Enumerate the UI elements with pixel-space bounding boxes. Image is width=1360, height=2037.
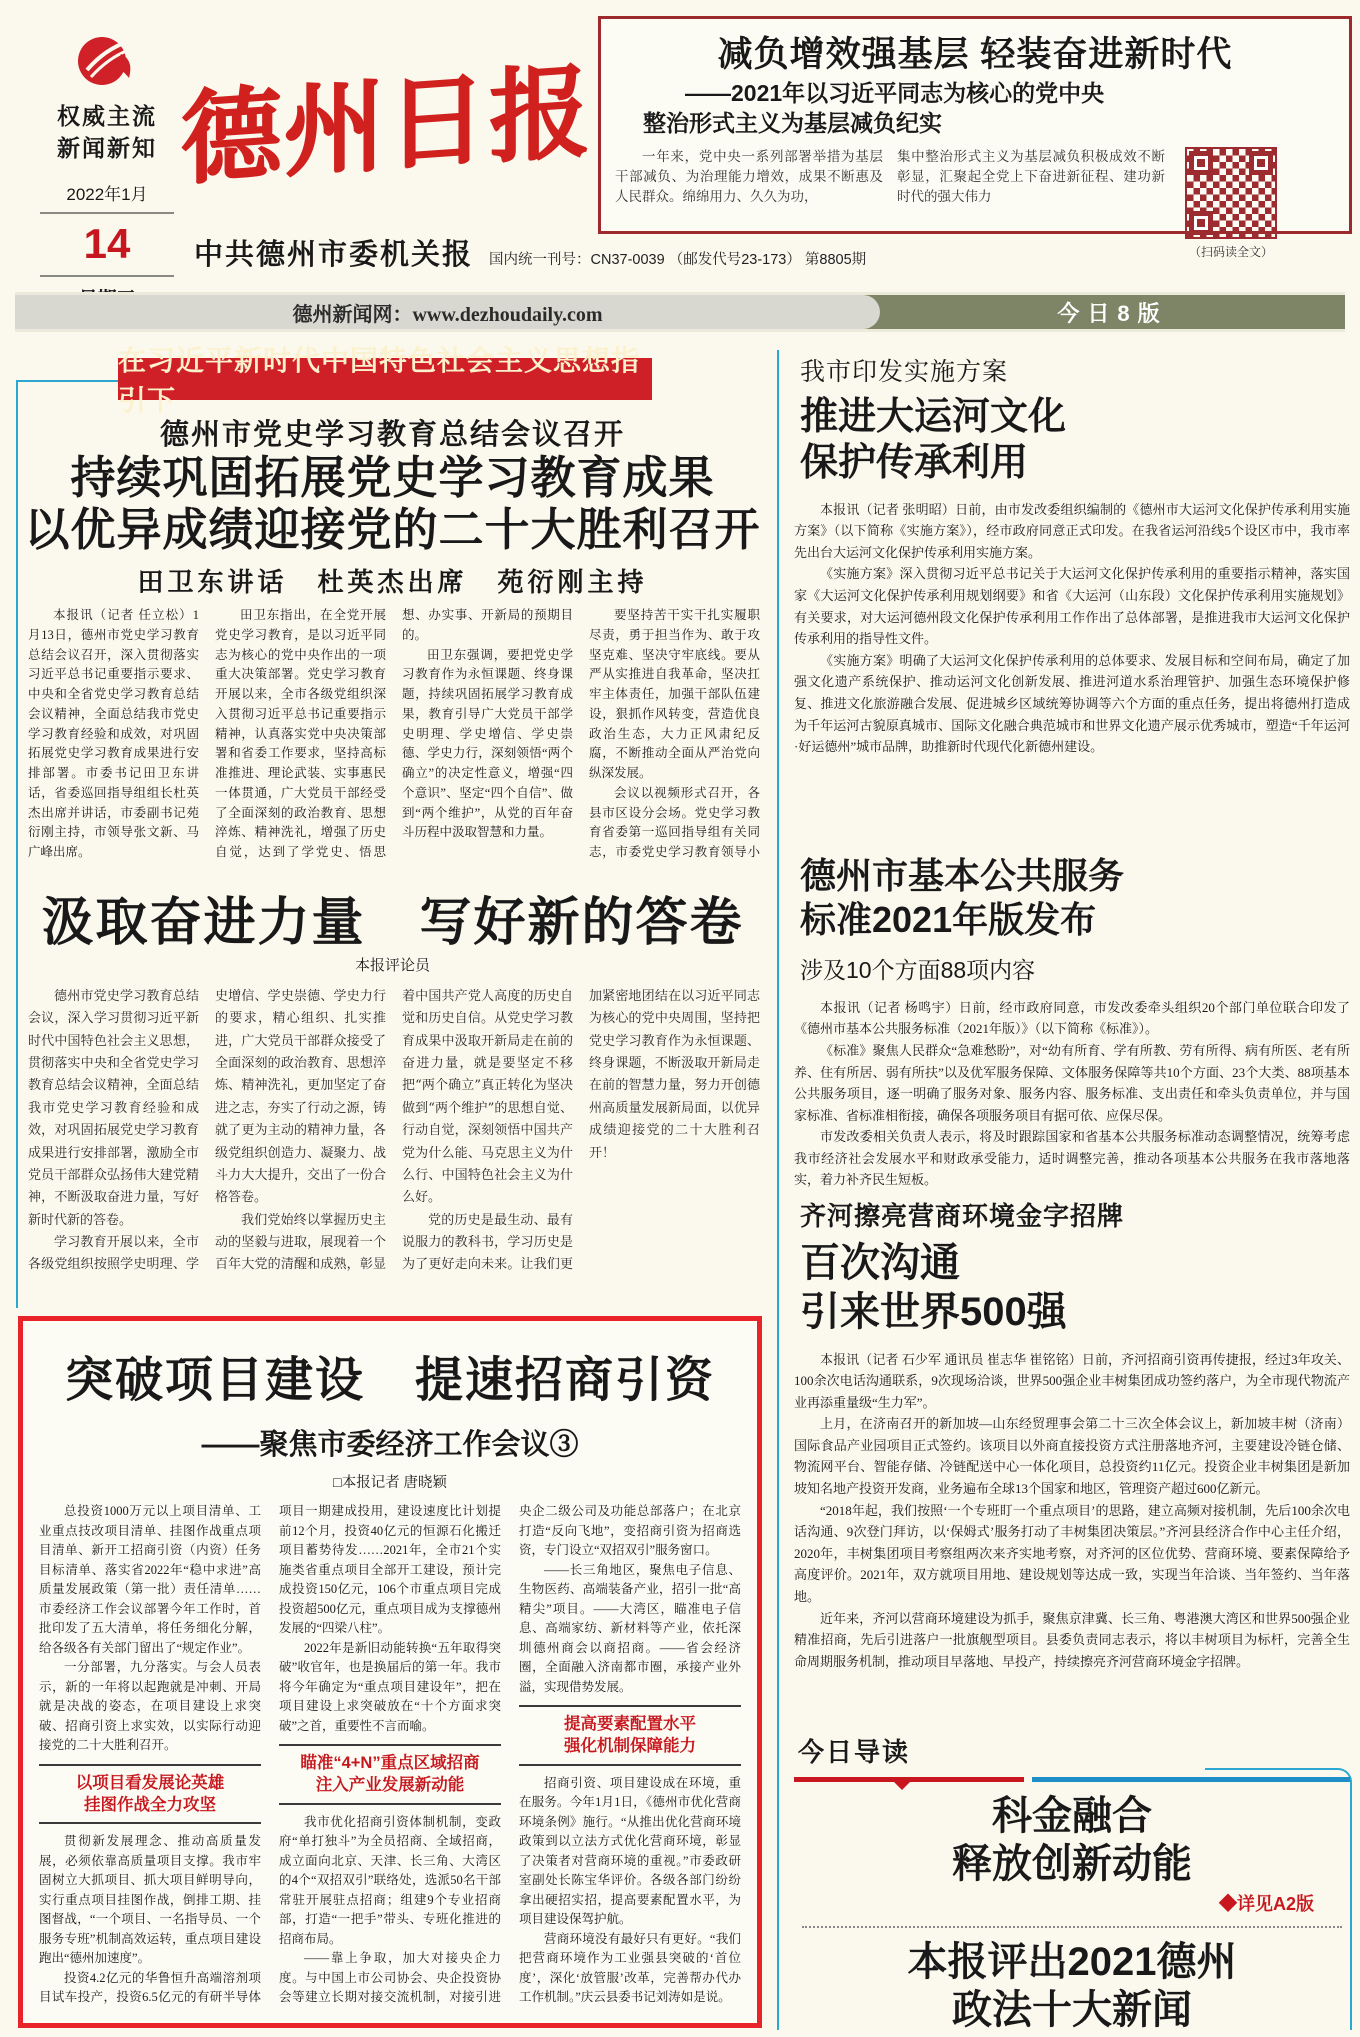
guide-divider [802, 1926, 1342, 1928]
economy-intro: 总投资1000万元以上项目清单、工业重点技改项目清单、挂图作战重点项目清单、新开工招商引资（内资）任务目标清单、落实省2022年“稳中求进”高质量发展政策（第一批）责任清单……市委经济工作会议部署今年工作时，首批印发了五大清单，将任务细化分解，给各级各有关部门留出了“规定作业”。 一分部署，九分落实。与会人员表示，新的一年将以起跑就是冲刺、开局就是决战的姿态，在项目建设上求突破、招商引资上求实效，以实际行动迎接党的二十大胜利召开。 [39, 1504, 261, 1752]
economy-headline: 突破项目建设 提速招商引资 [64, 1354, 715, 1407]
economy-section2-body: 我市优化招商引资体制机制，变政府“单打独斗”为全员招商、全域招商，成立面向北京、天津、长三角、大湾区的4个“双招双引”联络处，选派50名干部常驻开展驻点招商；组建9个专业招商部，打造“一把手”带头、专班化推进的招商布局。 ——靠上争取，加大对接央企力度。与中国上市公司协会、央企投资协会等建立长期对接交流机制，对接引进央企二级公司及功能总部落户；在北京打造“反向飞地”，变招商引资为招商选资，专门设立“双招双引”服务窗口。 ——长三角地区，聚焦电子信息、生物医药、高端装备产业，招引一批“高精尖”项目。——大湾区，瞄准电子信息、高端家纺、新材料等产业，依托深圳德州商会以商招商。——省会经济圈，全面融入济南都市圈，承接产业外溢，实现借势发展。 [279, 1504, 741, 2005]
commentary-byline: 本报评论员 [354, 958, 430, 974]
canal-kicker: 我市印发实施方案 [800, 358, 1009, 386]
guide-bar-blue-segment [1032, 1777, 1350, 1782]
top-feature-box [598, 16, 1352, 259]
divider [40, 212, 174, 214]
top-box-subhead-line2: 整治形式主义为基层减负纪实 [643, 109, 942, 136]
website-link[interactable]: 德州新闻网：www.dezhoudaily.com [15, 295, 880, 329]
economy-section3-body: 招商引资、项目建设成在环境，重在服务。今年1月1日，《德州市优化营商环境条例》施行。“从推出优化营商环境政策到以立法方式优化营商环境，彰显了决策者对营商环境的重视。”市委政研室副处长陈宝华评价。各级各部门纷纷拿出硬招实招，提高要素配置水平，为项目建设保驾护航。 营商环境没有最好只有更好。“我们把营商环境作为工业强县突破的‘首位度’，深化‘放管服’改革，完善帮办代办工作机制。”庆云县委书记刘涛如是说。 [519, 1775, 741, 2005]
economy-feature-box [18, 1316, 762, 2028]
organ-name: 中共德州市委机关报 [194, 239, 474, 271]
lead-byline: 田卫东讲话 杜英杰出席 苑衍刚主持 [137, 567, 648, 597]
services-body: 本报讯（记者 杨鸣宇）日前，经市政府同意，市发改委牵头组织20个部门单位联合印发了《德州市基本公共服务标准（2021年版）》（以下简称《标准》）。 《标准》聚焦人民群众“急难愁盼”，对“幼有所育、学有所教、劳有所得、病有所医、老有所养、住有所居、弱有所扶”以及优军服务保障、文体服务保障等共10个方面、23个大类、88项基本公共服务项目，逐一明确了服务对象、服务内容、服务标准、支出责任和牵头负责单位，并与国家标准、省标准相衔接，确保各项服务项目有据可依、应保尽保。 市发改委相关负责人表示，将及时跟踪国家和省基本公共服务标准动态调整情况，统筹考虑我市经济社会发展水平和财政承受能力，适时调整完善，推动各项基本公共服务在我市落地落实，着力补齐民生短板。 [794, 999, 1350, 1188]
economy-section1-title: 以项目看发展论英雄 挂图作战全力攻坚 [39, 1764, 261, 1825]
column-divider-line [777, 350, 779, 2030]
canal-body: 本报讯（记者 张明昭）日前，由市发改委组织编制的《德州市大运河文化保护传承利用实施方案》（以下简称《实施方案》），经市政府同意正式印发。在我省运河沿线5个设区市中，我市率先出台大运河文化保护传承利用实施方案。 《实施方案》深入贯彻习近平总书记关于大运河文化保护传承利用的重要指示精神，落实国家《大运河文化保护传承利用规划纲要》和省《大运河（山东段）文化保护传承利用实施规划》有关要求，对大运河德州段文化保护传承利用工作作出了总体部署，是推进我市大运河文化保护传承利用的指导性文件。 《实施方案》明确了大运河文化保护传承利用的总体要求、发展目标和空间布局，确定了加强文化遗产系统保护、推动运河文化创新发展、推进河道水系治理管护、加强生态环境保护修复、推进文化旅游融合发展、促进城乡区域统筹协调等六个方面的重点任务，提出将德州打造成为千年运河古貌原真城市、国际文化融合典范城市和世界文化遗产展示优秀城市，塑造“千年运河·好运德州”城市品牌，助推新时代现代化新德州建设。 [794, 501, 1350, 755]
qihe-kicker: 齐河擦亮营商环境金字招牌 [800, 1201, 1125, 1231]
top-box-subhead [615, 79, 1335, 139]
services-article [794, 848, 1350, 1207]
navbar [15, 292, 1345, 332]
services-subhead: 涉及10个方面88项内容 [800, 956, 1036, 983]
guide-underline-bar [794, 1777, 1350, 1782]
commentary-body: 德州市党史学习教育总结会议，深入学习贯彻习近平新时代中国特色社会主义思想，贯彻落实中央和全省党史学习教育总结会议精神，全面总结我市党史学习教育经验和成效，对巩固拓展党史学习教育成果进行安排部署，激励全市党员干部群众弘扬伟大建党精神，不断汲取奋进力量，写好新时代新的答卷。 学习教育开展以来，全市各级党组织按照学史明理、学史增信、学史崇德、学史力行的要求，精心组织、扎实推进，广大党员干部群众接受了全面深刻的政治教育、思想淬炼、精神洗礼，更加坚定了奋进之志，夯实了行动之源，铸就了更为主动的精神力量，各级党组织创造力、凝聚力、战斗力大大提升，交出了一份合格答卷。 我们党始终以掌握历史主动的坚毅与进取，展现着一个百年大党的清醒和成熟，彰显着中国共产党人高度的历史自觉和历史自信。从党史学习教育成果中汲取开新局走在前的奋进力量，就是要坚定不移把“两个确立”真正转化为坚决做到“两个维护”的思想自觉、行动自觉，深刻领悟中国共产党为什么能、马克思主义为什么行、中国特色社会主义为什么好。 党的历史是最生动、最有说服力的教科书，学习历史是为了更好走向未来。让我们更加紧密地团结在以习近平同志为核心的党中央周围，坚持把党史学习教育作为永恒课题、终身课题，不断汲取开新局走在前的智慧力量，努力开创德州高质量发展新局面，以优异成绩迎接党的二十大胜利召开！ [28, 989, 760, 1273]
economy-section1-body: 贯彻新发展理念、推动高质量发展，必须依靠高质量项目支撑。我市牢固树立大抓项目、抓大项目鲜明导向，实行重点项目挂图作战，倒排工期、挂图督战，“一个项目、一名指导员、一个服务专班”机制高效运转，重点项目建设跑出“德州加速度”。 投资4.2亿元的华鲁恒升高端溶剂项目试车投产，投资6.5亿元的有研半导体项目一期建成投用，建设速度比计划提前12个月，投资40亿元的恒源石化搬迁项目蓄势待发……2021年，全市21个实施类省重点项目全部开工建设，预计完成投资150亿元，106个市重点项目完成投资超500亿元，重点项目成为支撑德州发展的“四梁八柱”。 2022年是新旧动能转换“五年取得突破”收官年，也是换届后的第一年。我市将今年确定为“重点项目建设年”，把在项目建设上求突破放在“十个方面求突破”之首，重要性不言而喻。 [39, 1504, 501, 2005]
top-box-column2: 集中整治形式主义为基层减负积极成效不断彰显，汇聚起全党上下奋进新征程、建功新时代的强大伟力 [897, 148, 1165, 205]
economy-subhead: ——聚焦市委经济工作会议③ [201, 1429, 579, 1461]
masthead-slogan-line1: 权威主流 [57, 103, 157, 129]
masthead-slogan-line2: 新闻新知 [57, 135, 157, 162]
economy-byline: □本报记者 唐晓颖 [333, 1475, 447, 1491]
lead-headline-line2: 以优异成绩迎接党的二十大胜利召开 [24, 504, 761, 556]
canal-article [794, 352, 1350, 835]
lead-eyebrow: 德州市党史学习教育总结会议召开 [159, 419, 625, 451]
pages-today-label: 今日8版 [1057, 300, 1168, 326]
guide-item-1-ref: ◆详见A2版 [1218, 1894, 1314, 1914]
guide-item-2: 本报评出2021德州 政法十大新闻 [907, 1940, 1237, 2032]
commentary-headline: 汲取奋进力量 写好新的答卷 [41, 894, 744, 952]
top-box-headline: 减负增效强基层 轻装奋进新时代 [717, 35, 1233, 74]
economy-section2-title: 瞄准“4+N”重点区域招商 注入产业发展新动能 [279, 1744, 501, 1805]
top-box-subhead-line1: ——2021年以习近平同志为核心的党中央 [685, 80, 1105, 106]
services-headline: 德州市基本公共服务 标准2021年版发布 [800, 855, 1125, 940]
guide-item-1: 科金融合 释放创新动能 [952, 1794, 1192, 1886]
lead-headline [15, 452, 770, 556]
todays-guide [794, 1732, 1350, 2032]
masthead-date-block [26, 28, 188, 333]
qihe-headline: 百次沟通 引来世界500强 [800, 1241, 1067, 1334]
lead-article-body: 本报讯（记者 任立松）1月13日，德州市党史学习教育总结会议召开，深入贯彻落实习近平总书记重要指示要求、中央和全省党史学习教育总结会议精神，全面总结我市党史学习教育经验和成效，对巩固拓展党史学习教育成果进行安排部署。市委书记田卫东讲话，省委巡回指导组组长杜英杰出席并讲话，市委副书记苑衍刚主持，市领导张文新、马广峰出席。 田卫东指出，在全党开展党史学习教育，是以习近平同志为核心的党中央作出的一项重大决策部署。党史学习教育开展以来，全市各级党组织深入贯彻习近平总书记重要指示精神，认真落实党中央决策部署和省委工作要求，坚持高标准推进、理论武装、实事惠民一体贯通，广大党员干部经受了全面深刻的政治教育、思想淬炼、精神洗礼，增强了历史自觉，达到了学党史、悟思想、办实事、开新局的预期目的。 田卫东强调，要把党史学习教育作为永恒课题、终身课题，持续巩固拓展学习教育成果，教育引导广大党员干部学史明理、学史增信、学史崇德、学史力行，深刻领悟“两个确立”的决定性意义，增强“四个意识”、坚定“四个自信”、做到“两个维护”，从党的百年奋斗历程中汲取智慧和力量。 要坚持苦干实干扎实履职尽责，勇于担当作为、敢于攻坚克难、坚决守牢底线。要从严从实推进自我革命，坚决扛牢主体责任，加强干部队伍建设，狠抓作风转变，营造优良政治生态，大力正风肃纪反腐，不断推动全面从严治党向纵深发展。 会议以视频形式召开，各县市区设分会场。党史学习教育省委第一巡回指导组有关同志，市委党史学习教育领导小 [28, 608, 760, 859]
canal-headline: 推进大运河文化 保护传承利用 [800, 396, 1067, 485]
qr-code-icon [1185, 147, 1277, 239]
paper-title: 德州日报 [180, 50, 592, 199]
top-box-column1: 一年来，党中央一系列部署举措为基层干部减负、为治理能力增效，成果不断惠及人民群众。绵绵用力、久久为功， [615, 148, 883, 205]
qihe-article [794, 1196, 1350, 1705]
masthead-day: 14 [83, 220, 131, 268]
guide-bar-red-segment [794, 1777, 1024, 1782]
qr-code-block [1179, 147, 1283, 260]
guide-title: 今日导读 [798, 1737, 911, 1767]
masthead-logo-icon [74, 28, 140, 94]
issue-info: 国内统一刊号：CN37-0039 （邮发代号23-173） 第8805期 [489, 252, 867, 268]
ideology-banner: 在习近平新时代中国特色社会主义思想指引下 [118, 358, 652, 400]
lead-headline-line1: 持续巩固拓展党史学习教育成果 [70, 452, 715, 503]
qihe-body: 本报讯（记者 石少军 通讯员 崔志华 崔铭铭）日前，齐河招商引资再传捷报，经过3年攻关、100余次电话沟通联系，9次现场洽谈，世界500强企业丰树集团成功签约落户，为全市现代物流产业再添重量级“生力军”。 上月，在济南召开的新加坡—山东经贸理事会第二十三次全体会议上，新加坡丰树（济南）国际食品产业园项目正式签约。该项目以外商直接投资方式注册落地齐河，主要建设冷链仓储、物流网平台、智能存储、冷链配送中心一体化项目，总投资约11亿元。投资企业丰树集团是新加坡知名地产投资开发商，业务遍布全球13个国家和地区，管理资产超过600亿新元。 “2018年起，我们按照‘一个专班盯一个重点项目’的思路，建立高频对接机制，先后100余次电话沟通、9次登门拜访，以‘保姆式’服务打动了丰树集团决策层。”齐河县经济合作中心主任介绍，2020年，丰树集团项目考察组两次来齐实地考察，对齐河的区位优势、营商环境、要素保障给予高度评价。2021年，双方就项目用地、建设规划等达成一致，实现当年洽谈、当年签约、当年落地。 近年来，齐河以营商环境建设为抓手，聚焦京津冀、长三角、粤港澳大湾区和世界500强企业精准招商，先后引进落户一批旗舰型项目。县委负责同志表示，将以丰树项目为标杆，完善全生命周期服务机制，推动项目早落地、早投产，持续擦亮齐河营商环境金字招牌。 [794, 1351, 1350, 1669]
economy-body [39, 1502, 741, 2022]
masthead-date: 2022年1月 [66, 185, 148, 205]
divider [40, 275, 174, 277]
qr-caption: （扫码读全文） [1188, 244, 1273, 259]
economy-section3-title: 提高要素配置水平 强化机制保障能力 [519, 1705, 741, 1766]
